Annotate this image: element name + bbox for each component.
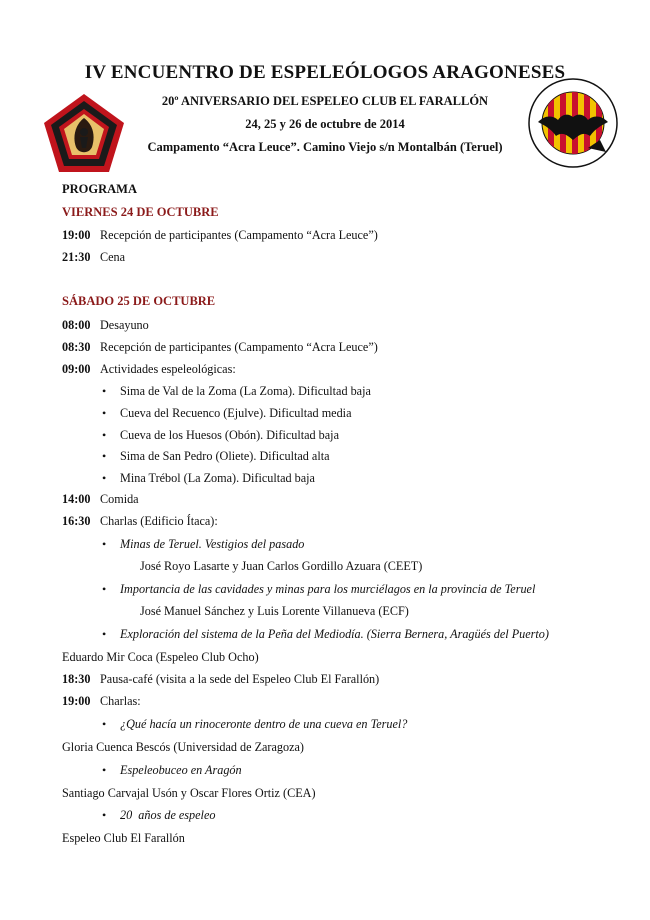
bullet-icon: •	[102, 449, 107, 463]
activity-name: Sima de Val de la Zoma (La Zoma). Dificultad baja	[120, 384, 371, 398]
activity: Recepción de participantes (Campamento “Acra Leuce”)	[100, 340, 378, 354]
event-dates: 24, 25 y 26 de octubre de 2014	[245, 117, 405, 131]
activity-name: Cueva de los Huesos (Obón). Dificultad baja	[120, 428, 339, 442]
talk-speaker: Eduardo Mir Coca (Espeleo Club Ocho)	[62, 650, 259, 664]
activity: Charlas (Edificio Ítaca):	[100, 514, 218, 528]
activity-name: Cueva del Recuenco (Ejulve). Dificultad media	[120, 406, 352, 420]
talk-speaker: José Manuel Sánchez y Luis Lorente Villanueva (ECF)	[140, 604, 409, 618]
time: 21:30	[62, 250, 91, 264]
event-venue: Campamento “Acra Leuce”. Camino Viejo s/n Montalbán (Teruel)	[147, 140, 503, 154]
talk-title: Exploración del sistema de la Peña del Mediodía. (Sierra Bernera, Aragüés del Puerto)	[120, 627, 549, 641]
time: 09:00	[62, 362, 91, 376]
time: 16:30	[62, 514, 91, 528]
time: 18:30	[62, 672, 91, 686]
activity: Charlas:	[100, 694, 141, 708]
bullet-icon: •	[102, 384, 107, 398]
activity-name: Mina Trébol (La Zoma). Dificultad baja	[120, 471, 315, 485]
time: 19:00	[62, 694, 91, 708]
talk-title: Importancia de las cavidades y minas para los murciélagos en la provincia de Teruel	[120, 582, 536, 596]
activity: Pausa-café (visita a la sede del Espeleo Club El Farallón)	[100, 672, 380, 686]
activity: Recepción de participantes (Campamento “Acra Leuce”)	[100, 228, 378, 242]
talk-title: ¿Qué hacía un rinoceronte dentro de una cueva en Teruel?	[120, 717, 408, 731]
activity: Comida	[100, 492, 139, 506]
talk-speaker: Gloria Cuenca Bescós (Universidad de Zaragoza)	[62, 740, 304, 754]
activity-name: Sima de San Pedro (Oliete). Dificultad alta	[120, 449, 330, 463]
time: 08:30	[62, 340, 91, 354]
activity: Actividades espeleológicas:	[100, 362, 236, 376]
time: 08:00	[62, 318, 91, 332]
bullet-icon: •	[102, 537, 107, 551]
talk-title: 20 años de espeleo	[120, 808, 216, 822]
bullet-icon: •	[102, 582, 107, 596]
talk-speaker: Santiago Carvajal Usón y Oscar Flores Ortiz (CEA)	[62, 786, 316, 800]
talk-speaker: José Royo Lasarte y Juan Carlos Gordillo Azuara (CEET)	[140, 559, 423, 573]
anniversary-subtitle: 20º ANIVERSARIO DEL ESPELEO CLUB EL FARALLÓN	[161, 94, 489, 108]
talk-title: Espeleobuceo en Aragón	[120, 763, 242, 777]
programa-heading: PROGRAMA	[62, 182, 137, 196]
bullet-icon: •	[102, 763, 107, 777]
bullet-icon: •	[102, 471, 107, 485]
bullet-icon: •	[102, 406, 107, 420]
time: 14:00	[62, 492, 91, 506]
talk-speaker: Espeleo Club El Farallón	[62, 831, 185, 845]
activity: Cena	[100, 250, 126, 264]
day-heading-sabado: SÁBADO 25 DE OCTUBRE	[62, 294, 216, 308]
bullet-icon: •	[102, 428, 107, 442]
activity: Desayuno	[100, 318, 149, 332]
bullet-icon: •	[102, 717, 107, 731]
day-heading-viernes: VIERNES 24 DE OCTUBRE	[62, 205, 219, 219]
event-title: IV ENCUENTRO DE ESPELEÓLOGOS ARAGONESES	[84, 62, 566, 83]
bullet-icon: •	[102, 627, 107, 641]
bullet-icon: •	[102, 808, 107, 822]
talk-title: Minas de Teruel. Vestigios del pasado	[120, 537, 305, 551]
time: 19:00	[62, 228, 91, 242]
